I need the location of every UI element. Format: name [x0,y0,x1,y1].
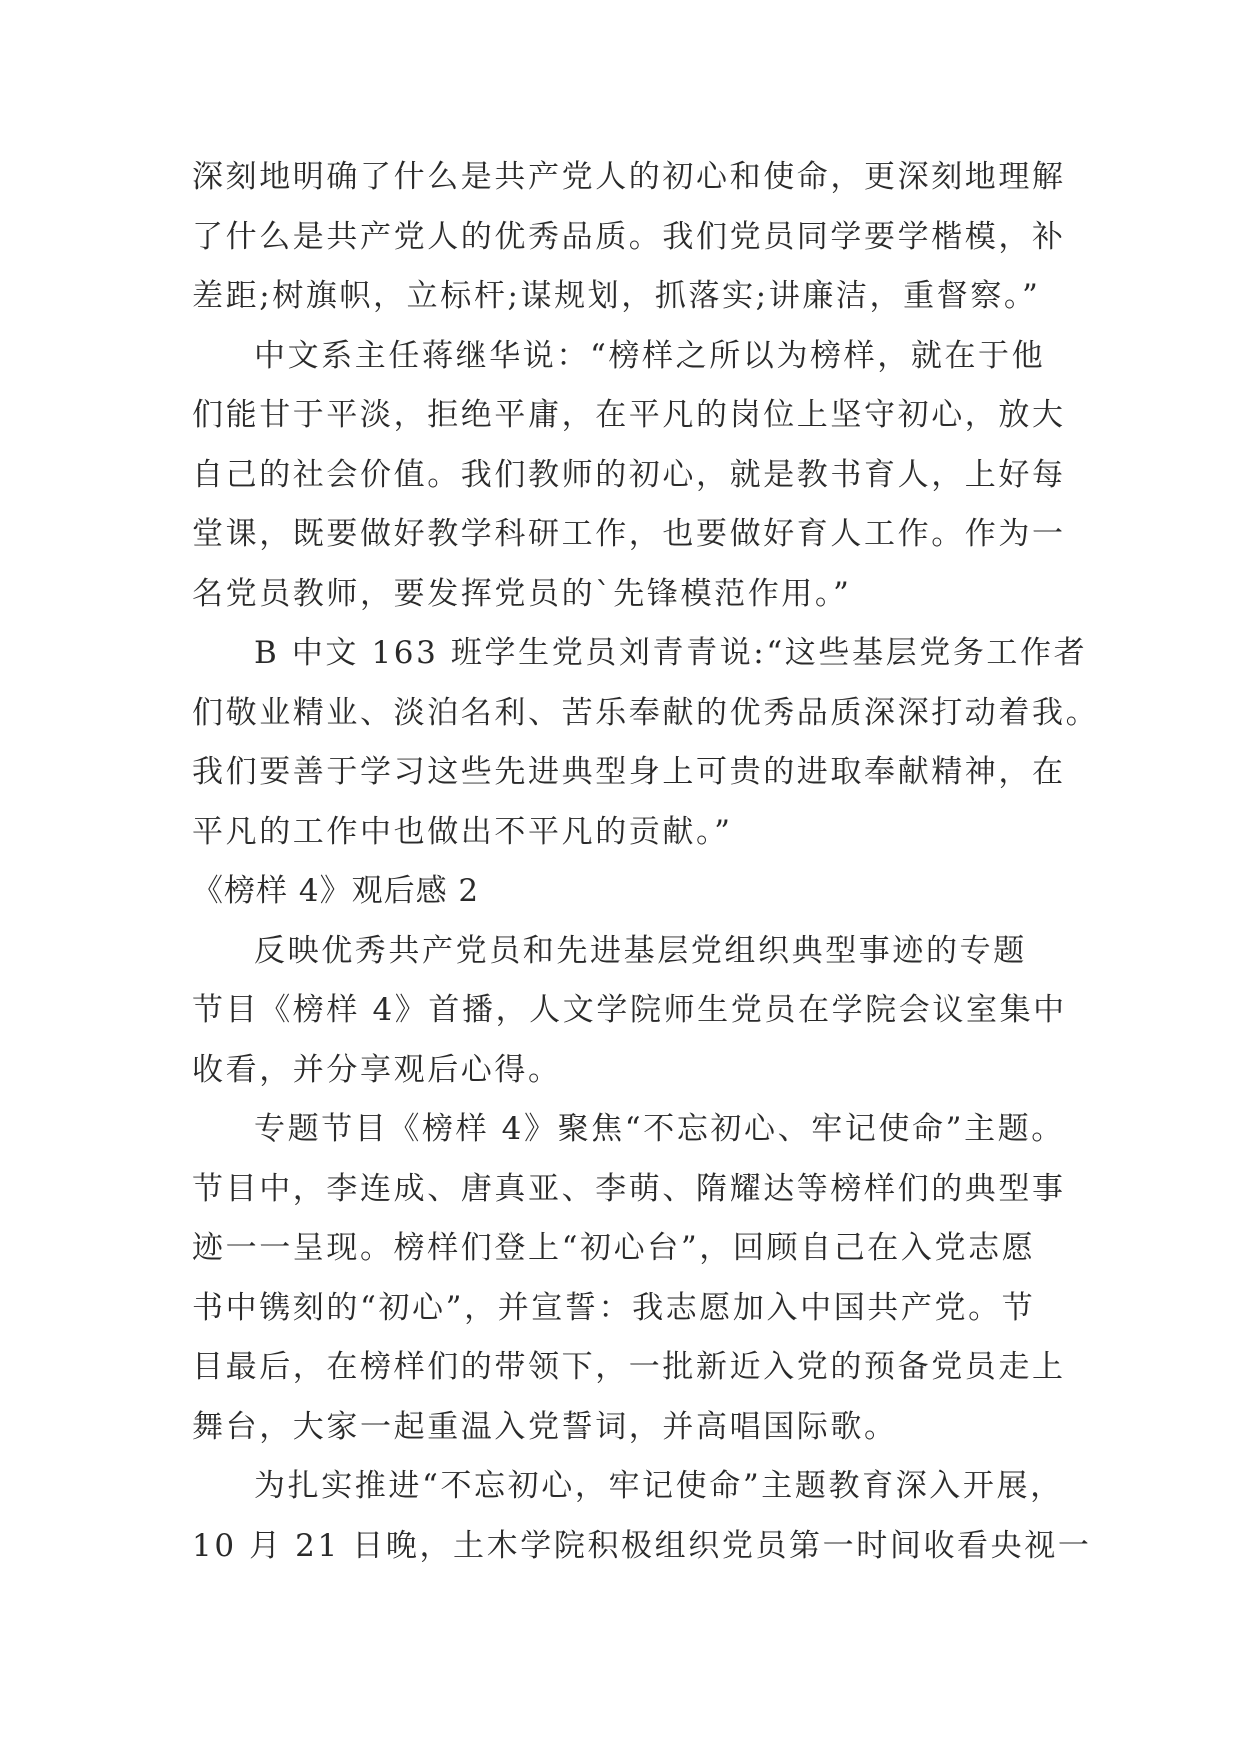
text-line: 舞台，大家一起重温入党誓词，并高唱国际歌。 [192,1408,898,1445]
paragraph-first-line: 反映优秀共产党员和先进基层党组织典型事迹的专题 [254,932,1027,969]
document-body [192,148,1100,1576]
paragraph-first-line: B 中文 163 班学生党员刘青青说:“这些基层党务工作者 [254,635,1088,671]
text-line: 节目《榜样 4》首播，人文学院师生党员在学院会议室集中 [192,992,1067,1028]
text-line: 我们要善于学习这些先进典型身上可贵的进取奉献精神，在 [192,754,1066,790]
text-line: 们敬业精业、淡泊名利、苦乐奉献的优秀品质深深打动着我。 [192,694,1100,731]
text-line: 深刻地明确了什么是共产党人的初心和使命，更深刻地理解 [192,159,1066,195]
text-line: 们能甘于平淡，拒绝平庸，在平凡的岗位上坚守初心，放大 [192,397,1066,433]
text-line: 收看，并分享观后心得。 [192,1051,562,1088]
text-line: 自己的社会价值。我们教师的初心，就是教书育人，上好每 [192,456,1066,493]
text-line: 平凡的工作中也做出不平凡的贡献。” [192,813,733,850]
text-line: 名党员教师，要发挥党员的`先锋模范作用。” [192,575,852,612]
text-line: 了什么是共产党人的优秀品质。我们党员同学要学楷模，补 [192,218,1066,255]
paragraph-first-line: 为扎实推进“不忘初心，牢记使命”主题教育深入开展， [254,1468,1064,1504]
text-line: 迹一一呈现。榜样们登上“初心台”，回顾自己在入党志愿 [192,1230,1036,1266]
text-line: 10 月 21 日晚，土木学院积极组织党员第一时间收看央视一 [192,1527,1092,1564]
text-line: 差距;树旗帜，立标杆;谋规划，抓落实;讲廉洁，重督察。” [192,278,1041,314]
section-title: 《榜样 4》观后感 2 [192,873,480,909]
text-line: 堂课，既要做好教学科研工作，也要做好育人工作。作为一 [192,516,1066,552]
text-line: 目最后，在榜样们的带领下，一批新近入党的预备党员走上 [192,1349,1066,1385]
paragraph-first-line: 中文系主任蒋继华说：“榜样之所以为榜样，就在于他 [254,337,1046,374]
text-line: 书中镌刻的“初心”，并宣誓：我志愿加入中国共产党。节 [192,1289,1036,1326]
paragraph-first-line: 专题节目《榜样 4》聚焦“不忘初心、牢记使命”主题。 [254,1111,1065,1147]
text-line: 节目中，李连成、唐真亚、李萌、隋耀达等榜样们的典型事 [192,1170,1066,1207]
